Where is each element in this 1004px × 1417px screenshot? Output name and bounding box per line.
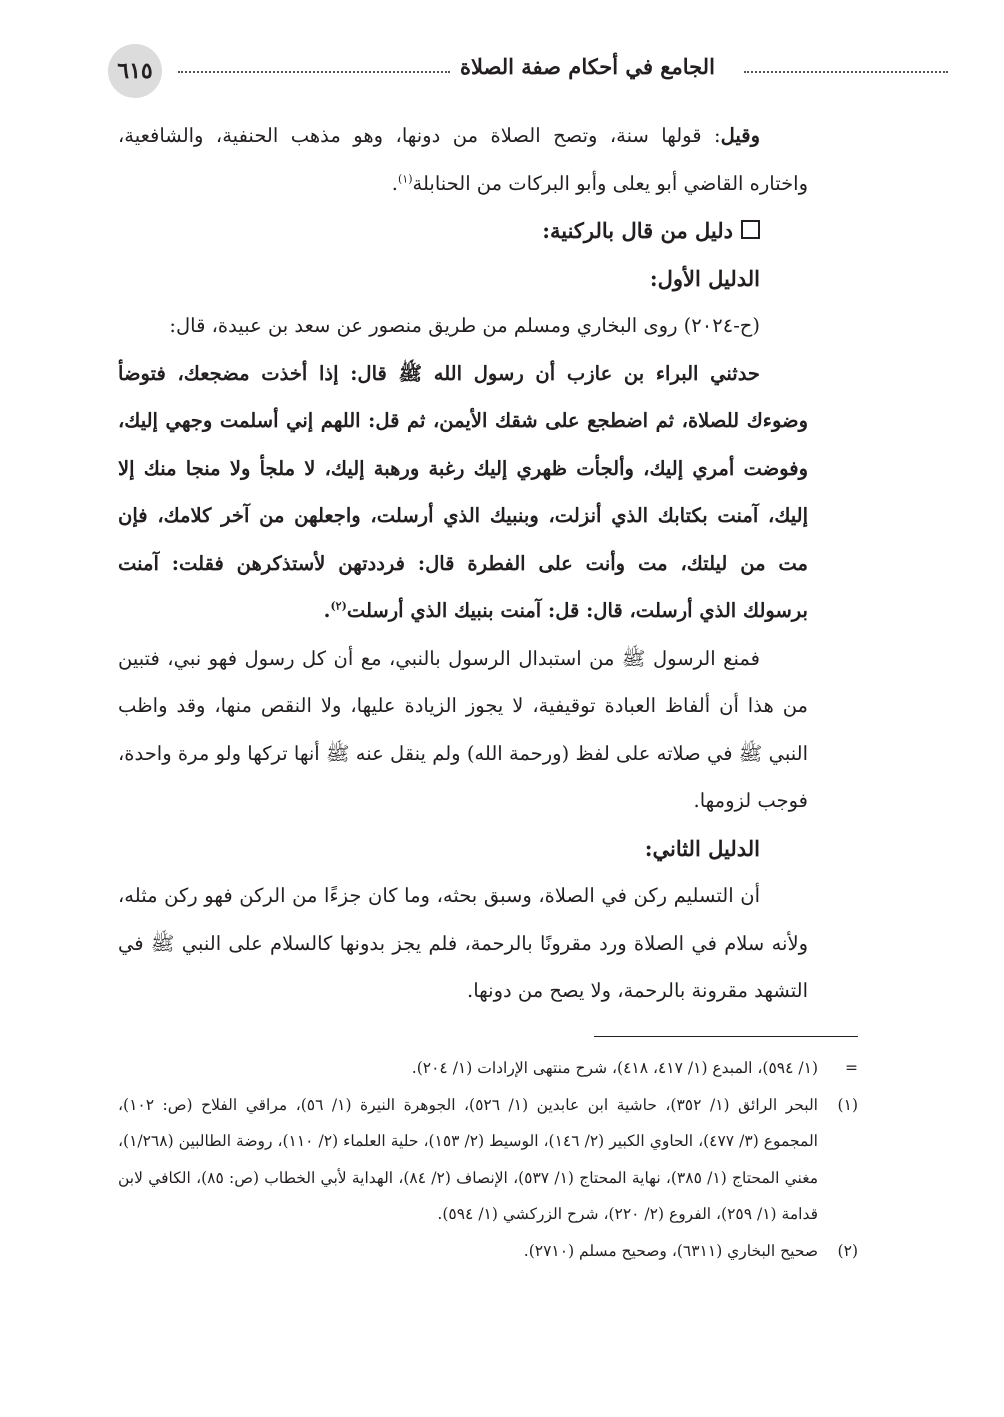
page-header xyxy=(108,44,844,98)
checkbox-square-icon xyxy=(741,220,760,239)
evidence-2-text: أن التسليم ركن في الصلاة، وسبق بحثه، وما كان جزءًا من الركن فهو ركن مثله، ولأنه سلام في الصلاة ورد مقرونًا بالرحمة، فلم يجز بدونها كالسلام على النبي ﷺ في التشهد مقرونة بالرحمة، ولا يصح من دونها. xyxy=(118,884,808,1002)
evidence-2-heading: الدليل الثاني: xyxy=(644,835,760,861)
hadith-intro: (ح-٢٠٢٤) روى البخاري ومسلم من طريق منصور عن سعد بن عبيدة، قال: xyxy=(169,314,760,337)
commentary-paragraph: فمنع الرسول ﷺ من استبدال الرسول بالنبي، مع أن كل رسول فهو نبي، فتبين من هذا أن ألفاظ العبادة توقيفية، لا يجوز الزيادة عليها، ولا النقص منها، وقد واظب النبي ﷺ في صلاته على لفظ (ورحمة الله) ولم ينقل عنه ﷺ أنها تركها ولو مرة واحدة، فوجب لزومها. xyxy=(118,646,808,812)
paragraph-opinion: وقيل: قولها سنة، وتصح الصلاة من دونها، وهو مذهب الحنفية، والشافعية، واختاره القاضي أبو يعلى وأبو البركات من الحنابلة$^{(١)}$. xyxy=(118,124,808,195)
footnote-separator xyxy=(594,1036,858,1037)
footnote-ref-1: (١) xyxy=(397,172,413,185)
footnote-mark: (٢) xyxy=(837,1241,858,1260)
opinion-label: وقيل xyxy=(720,124,760,147)
header-dotted-leader-left xyxy=(178,71,450,73)
running-title: الجامع في أحكام صفة الصلاة xyxy=(460,54,715,79)
hadith-text: حدثني البراء بن عازب أن رسول الله ﷺ قال: إذا أخذت مضجعك، فتوضأ وضوءك للصلاة، ثم اضطجع على شقك الأيمن، ثم قل: اللهم إني أسلمت وجهي إليك، وفوضت أمري إليك، وألجأت ظهري إليك رغبة ورهبة إليك، لا ملجأ ولا منجا منك إلا إليك، آمنت بكتابك الذي أنزلت، وبنبيك الذي أرسلت، واجعلهن من آخر كلامك، فإن مت من ليلتك، مت وأنت على الفطرة قال: فرددتهن لأستذكرهن فقلت: آمنت برسولك الذي أرسلت، قال: قل: آمنت بنبيك الذي أرسلت$^{(٢)}$. xyxy=(118,361,808,622)
main-text xyxy=(118,112,808,1015)
footnote-ref-2: (٢) xyxy=(330,599,347,613)
footnote-text: صحيح البخاري (٦٣١١)، وصحيح مسلم (٢٧١٠). xyxy=(523,1241,818,1260)
header-dotted-leader-right xyxy=(744,71,948,73)
footnotes xyxy=(118,1050,858,1269)
footnote-text: البحر الرائق (١/ ٣٥٢)، حاشية ابن عابدين (١/ ٥٢٦)، الجوهرة النيرة (١/ ٥٦)، مراقي الفلاح (ص: ١٠٢)، المجموع (٣/ ٤٧٧)، الحاوي الكبير (٢/ ١٤٦)، الوسيط (٢/ ١٥٣)، حلية العلماء (٢/ ١١٠)، روضة الطالبين (١/٢٦٨)، مغني المحتاج (١/ ٣٨٥)، نهاية المحتاج (١/ ٥٣٧)، الإنصاف (٢/ ٨٤)، الهداية لأبي الخطاب (ص: ٨٥)، الكافي لابن قدامة (١/ ٢٥٩)، الفروع (٢/ ٢٢٠)، شرح الزركشي (١/ ٥٩٤). xyxy=(118,1095,818,1223)
page-number: ٦١٥ xyxy=(108,44,162,98)
footnote-mark: (١) xyxy=(837,1095,858,1114)
footnote-1 xyxy=(118,1087,858,1233)
footnote-2 xyxy=(118,1233,858,1270)
footnote-text: (١/ ٥٩٤)، المبدع (١/ ٤١٧، ٤١٨)، شرح منتهى الإرادات (١/ ٢٠٤). xyxy=(411,1059,818,1077)
footnote-mark: = xyxy=(845,1059,858,1077)
opinion-text: : قولها سنة، وتصح الصلاة من دونها، وهو مذهب الحنفية، والشافعية، واختاره القاضي أبو يعلى وأبو البركات من الحنابلة xyxy=(118,124,808,195)
evidence-1-heading: الدليل الأول: xyxy=(649,265,760,291)
footnote-continuation xyxy=(118,1050,858,1087)
section-heading: دليل من قال بالركنية: xyxy=(118,207,808,255)
